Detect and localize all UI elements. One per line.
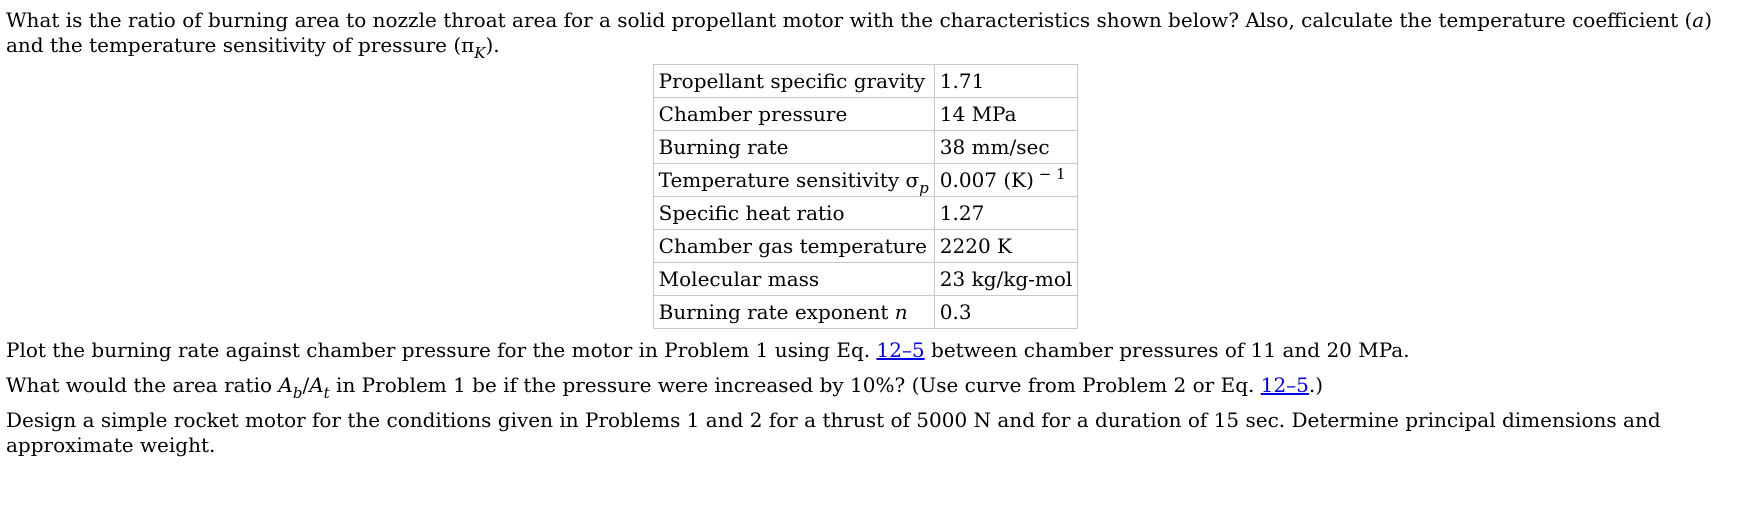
exponent-superscript: − 1 <box>1033 164 1066 183</box>
problem-2-text <box>6 338 1738 363</box>
problem-3-text-after: .) <box>1308 373 1324 397</box>
area-symbol-throat: A <box>309 373 324 397</box>
property-label: Chamber pressure <box>653 98 934 131</box>
t-subscript: t <box>323 384 330 402</box>
alpha-symbol: a <box>1692 8 1705 32</box>
property-label: Burning rate <box>653 131 934 164</box>
property-value: 23 kg/kg-mol <box>934 263 1078 296</box>
pi-subscript: K <box>474 44 486 62</box>
b-subscript: b <box>292 384 303 402</box>
problem-3-text <box>6 373 1738 402</box>
problem-3-text-middle: in Problem 1 be if the pressure were increased by 10%? (Use curve from Problem 2 or Eq. <box>329 373 1261 397</box>
equation-12-5-link[interactable]: 12–5 <box>1260 373 1309 397</box>
table-row <box>653 131 1078 164</box>
area-symbol-burning: A <box>278 373 293 397</box>
property-label: Molecular mass <box>653 263 934 296</box>
property-value: 2220 K <box>934 230 1078 263</box>
table-row <box>653 230 1078 263</box>
problem-2-text-before: Plot the burning rate against chamber pressure for the motor in Problem 1 using Eq. <box>6 338 877 362</box>
propellant-properties-table <box>653 64 1079 329</box>
property-label: Chamber gas temperature <box>653 230 934 263</box>
property-label: Propellant specific gravity <box>653 65 934 98</box>
table-row <box>653 164 1078 197</box>
problem-1-text-part3: ). <box>485 33 500 57</box>
sigma-subscript: p <box>919 179 929 197</box>
property-label <box>653 164 934 197</box>
temperature-sensitivity-label: Temperature sensitivity σ <box>658 168 920 192</box>
problem-1-text-part1: What is the ratio of burning area to nozzle throat area for a solid propellant motor with the characteristics shown below? Also, calculate the temperature coefficient ( <box>6 8 1693 32</box>
temperature-sensitivity-value: 0.007 (K) <box>939 168 1034 192</box>
property-label: Specific heat ratio <box>653 197 934 230</box>
equation-12-5-link[interactable]: 12–5 <box>876 338 925 362</box>
n-symbol: n <box>894 300 908 324</box>
problem-3-text-before: What would the area ratio <box>6 373 279 397</box>
problem-1-text-part2: ) and the temperature sensitivity of pressure (π <box>6 8 1713 57</box>
property-value: 0.3 <box>934 296 1078 329</box>
problem-1-text <box>6 8 1734 62</box>
property-value: 1.71 <box>934 65 1078 98</box>
property-value <box>934 164 1078 197</box>
ratio-slash: / <box>302 373 310 397</box>
table-row <box>653 65 1078 98</box>
table-row <box>653 98 1078 131</box>
problem-4-text: Design a simple rocket motor for the conditions given in Problems 1 and 2 for a thrust of 5000 N and for a duration of 15 sec. Determine principal dimensions and approximate weight. <box>6 408 1661 457</box>
property-value: 14 MPa <box>934 98 1078 131</box>
property-label <box>653 296 934 329</box>
problem-2-text-after: between chamber pressures of 11 and 20 MPa. <box>924 338 1410 362</box>
burning-rate-exponent-label: Burning rate exponent <box>658 300 895 324</box>
table-row <box>653 263 1078 296</box>
property-value: 38 mm/sec <box>934 131 1078 164</box>
table-row <box>653 296 1078 329</box>
table-row <box>653 197 1078 230</box>
property-value: 1.27 <box>934 197 1078 230</box>
